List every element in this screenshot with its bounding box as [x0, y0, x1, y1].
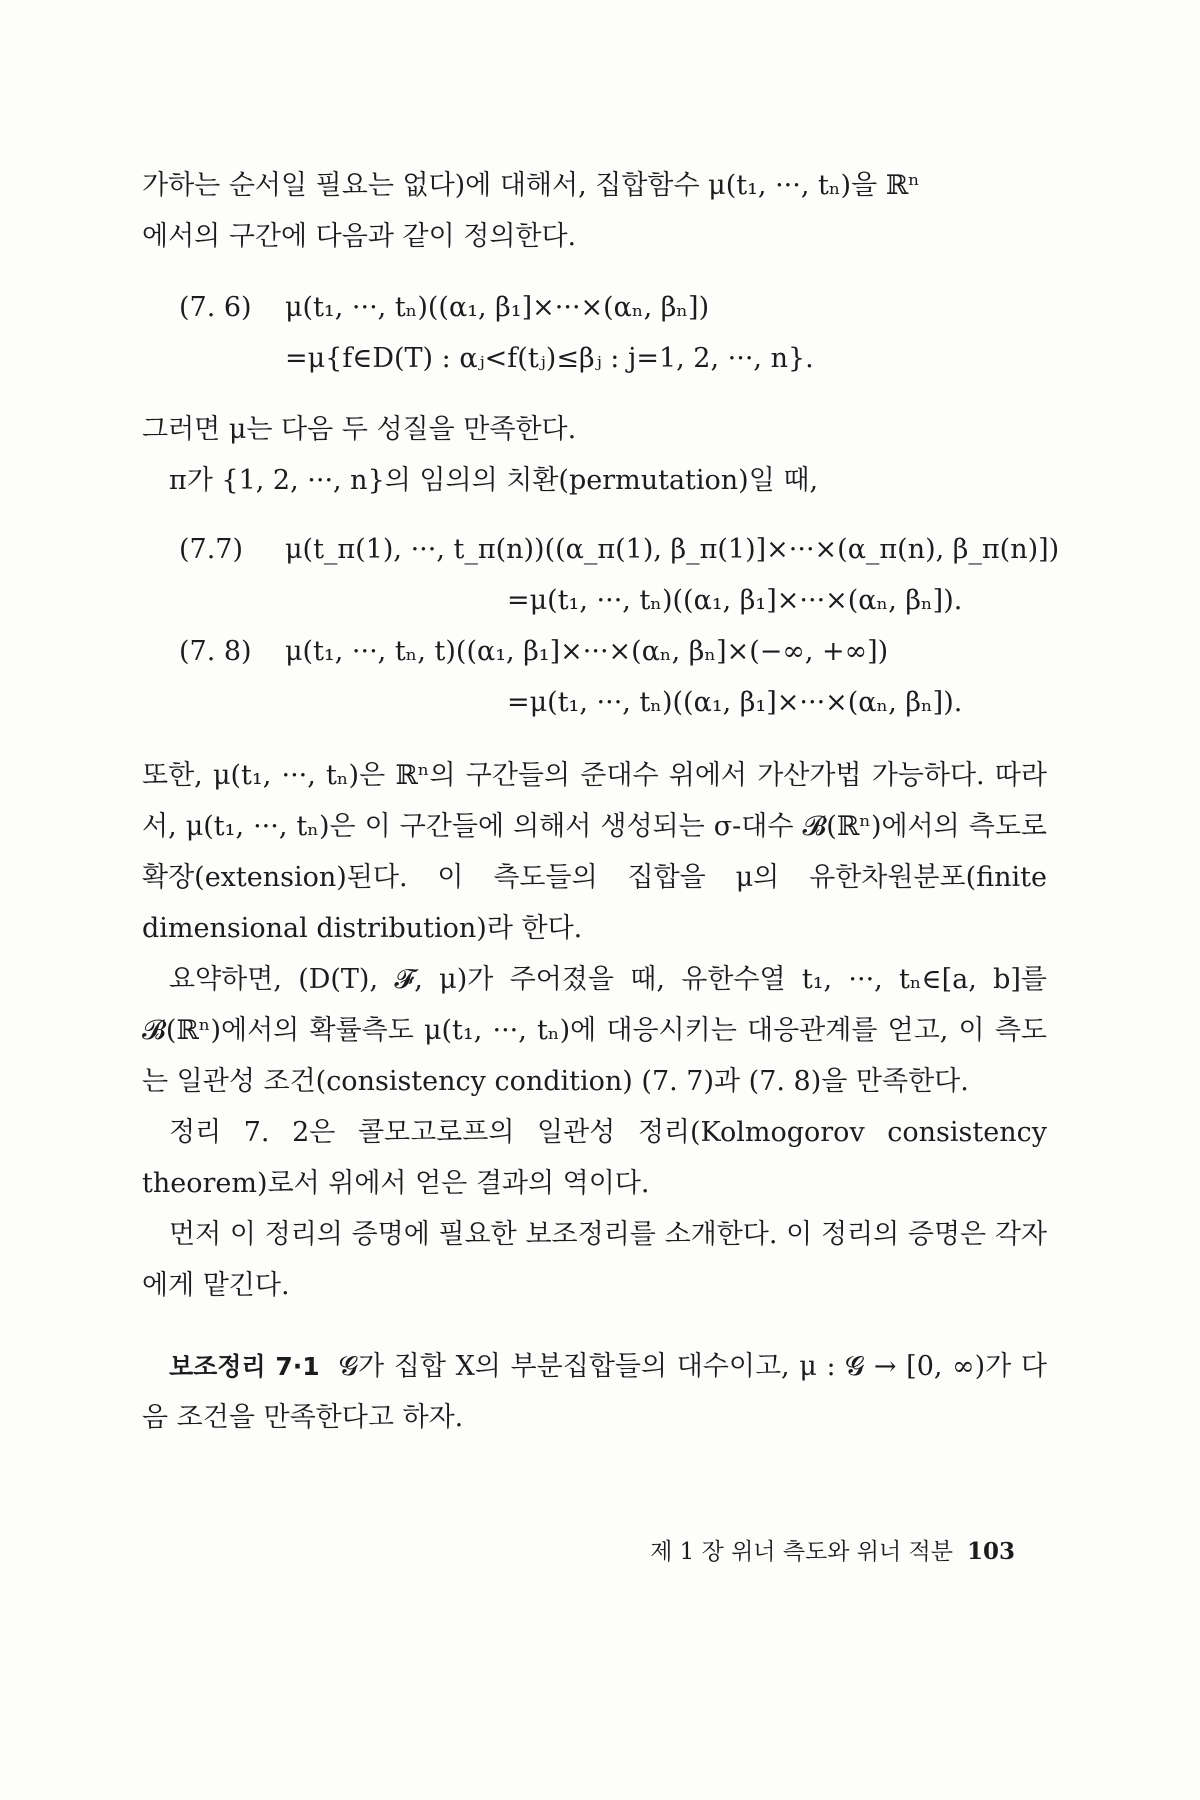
equation-tag: (7.7) [179, 534, 244, 565]
properties-line-1: 그러면 μ는 다음 두 성질을 만족한다. [142, 414, 577, 445]
paragraph-properties [142, 404, 1047, 506]
equation-7-8 [142, 626, 1047, 728]
paragraph-intro [142, 160, 1047, 262]
paragraph-extension: 또한, μ(t₁, ···, tₙ)은 ℝⁿ의 구간들의 준대수 위에서 가산가법 가능하다. 따라서, μ(t₁, ···, tₙ)은 이 구간들에 의해서 생성되는 σ-대수 𝓑(ℝⁿ)에서의 측도로 확장(extension)된다. 이 측도들의 집합을 μ의 유한차원분포(finite dimensional distribution)라 한다. [142, 760, 1047, 944]
equation-line: =μ(t₁, ···, tₙ)((α₁, β₁]×···×(αₙ, βₙ]). [507, 687, 963, 718]
lemma-text: 𝓖가 집합 X의 부분집합들의 대수이고, μ : 𝓖 → [0, ∞)가 다음 조건을 만족한다고 하자. [142, 1351, 1047, 1433]
equation-line: μ(t₁, ···, tₙ)((α₁, β₁]×···×(αₙ, βₙ]) [285, 292, 710, 323]
lemma-statement [142, 1341, 1047, 1443]
paragraph-theorem: 정리 7. 2은 콜모고로프의 일관성 정리(Kolmogorov consistency theorem)로서 위에서 얻은 결과의 역이다. [142, 1117, 1047, 1199]
properties-line-2: π가 {1, 2, ···, n}의 임의의 치환(permutation)일 때, [169, 465, 819, 496]
equation-7-7 [142, 524, 1060, 626]
chapter-title: 제 1 장 위너 측도와 위너 적분 [650, 1539, 953, 1565]
intro-line-2: 에서의 구간에 다음과 같이 정의한다. [142, 221, 577, 252]
lemma-label: 보조정리 7·1 [169, 1352, 320, 1381]
paragraph-lemma-intro: 먼저 이 정리의 증명에 필요한 보조정리를 소개한다. 이 정리의 증명은 각자에게 맡긴다. [142, 1219, 1047, 1301]
page-footer [575, 1532, 1015, 1572]
equation-line: =μ(t₁, ···, tₙ)((α₁, β₁]×···×(αₙ, βₙ]). [507, 585, 963, 616]
equation-line: μ(t₁, ···, tₙ, t)((α₁, β₁]×···×(αₙ, βₙ]×(−∞, +∞]) [285, 636, 889, 667]
equation-tag: (7. 6) [179, 292, 252, 323]
intro-line-1: 가하는 순서일 필요는 없다)에 대해서, 집합함수 μ(t₁, ···, tₙ)을 ℝⁿ [142, 170, 920, 201]
page-number: 103 [966, 1538, 1015, 1565]
equation-7-6 [142, 282, 1047, 384]
paragraph-summary: 요약하면, (D(T), 𝓕, μ)가 주어졌을 때, 유한수열 t₁, ···, tₙ∈[a, b]를 𝓑(ℝⁿ)에서의 확률측도 μ(t₁, ···, tₙ)에 대응시키는 대응관계를 얻고, 이 측도는 일관성 조건(consistency condition) (7. 7)과 (7. 8)을 만족한다. [142, 964, 1047, 1097]
equation-line: =μ{f∈D(T) : αⱼ<f(tⱼ)≤βⱼ : j=1, 2, ···, n}. [285, 343, 814, 374]
equation-tag: (7. 8) [179, 636, 252, 667]
page-body [142, 160, 1060, 1443]
equation-line: μ(t_π(1), ···, t_π(n))((α_π(1), β_π(1)]×···×(α_π(n), β_π(n)]) [285, 534, 1060, 565]
